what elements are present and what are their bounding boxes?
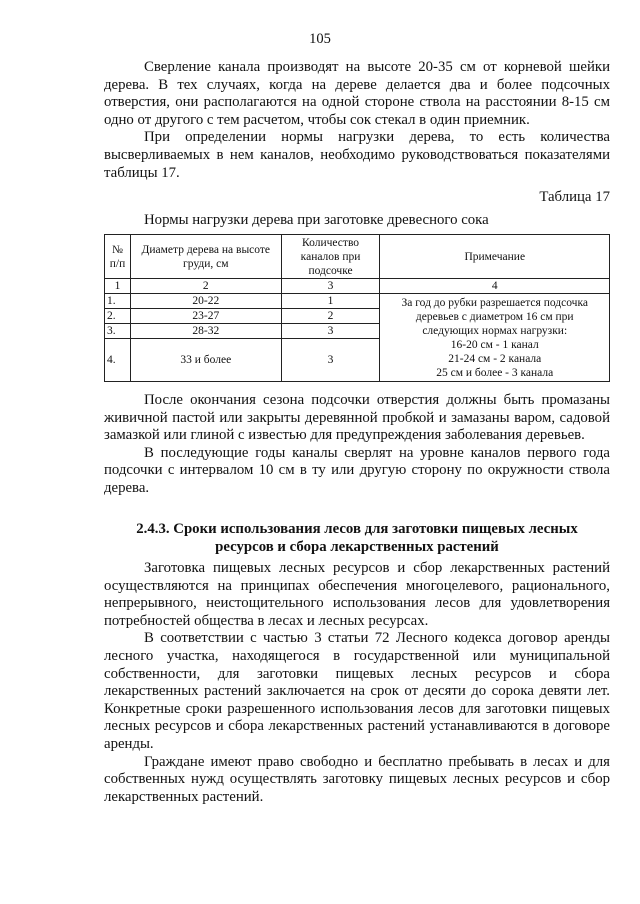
note-cell bbox=[380, 294, 610, 382]
paragraph-lease-terms: В соответствии с частью 3 статьи 72 Лесного кодекса договор аренды лесного участка, находящегося в государственной или муниципальной собственности, для заготовки пищевых лесных ресурсов и сбора лекарственных растений заключается на срок от десяти до сорока девяти лет. Конкретные сроки разрешенного использования лесов для заготовки пищевых лесных ресурсов и сбора лекарственных растений устанавливаются в договоре аренды. bbox=[104, 630, 610, 752]
table-cell: 3 bbox=[281, 279, 380, 294]
post-table-text bbox=[104, 392, 610, 498]
row-diameter: 28-32 bbox=[130, 324, 281, 339]
row-diameter: 20-22 bbox=[130, 294, 281, 309]
row-diameter: 23-27 bbox=[130, 309, 281, 324]
load-norms-table bbox=[104, 234, 610, 382]
table-cell: 2 bbox=[130, 279, 281, 294]
header-note: Примечание bbox=[380, 235, 610, 279]
paragraph-citizens-rights: Граждане имеют право свободно и бесплатно пребывать в лесах и для собственных нужд осуществлять заготовку пищевых лесных ресурсов и сбор лекарственных растений. bbox=[104, 753, 610, 805]
row-number: 3. bbox=[105, 324, 131, 339]
section-text bbox=[104, 560, 610, 806]
table-numbering-row bbox=[105, 279, 610, 294]
note-line: 25 см и более - 3 канала bbox=[436, 366, 554, 379]
section-heading-line: 2.4.3. Сроки использования лесов для заготовки пищевых лесных bbox=[136, 521, 578, 537]
note-line: 21-24 см - 2 канала bbox=[448, 352, 542, 365]
row-number: 1. bbox=[105, 294, 131, 309]
paragraph-drilling: Сверление канала производят на высоте 20-35 см от корневой шейки дерева. В тех случаях, когда на дереве делается два и более подсочных отверстия, они располагаются на одной стороне ствола на расстоянии 8-15 см одно от другого с тем расчетом, чтобы сок стекал в один приемник. bbox=[104, 59, 610, 128]
header-diameter: Диаметр дерева на высоте груди, см bbox=[130, 235, 281, 279]
row-number: 4. bbox=[105, 339, 131, 382]
row-diameter: 33 и более bbox=[130, 339, 281, 382]
intro-text bbox=[104, 59, 610, 182]
note-line: деревьев с диаметром 16 см при bbox=[415, 310, 574, 323]
paragraph-load-norms: При определении нормы нагрузки дерева, то есть количества высверливаемых в нем каналов, необходимо руководствоваться показателями таблицы 17. bbox=[104, 129, 610, 181]
table-row bbox=[105, 294, 610, 309]
row-number: 2. bbox=[105, 309, 131, 324]
paragraph-sealing: После окончания сезона подсочки отверстия должны быть промазаны живичной пастой или закрыты деревянной пробкой и замазаны варом, садовой замазкой или глиной с известью для предупреждения заболевания деревьев. bbox=[104, 392, 610, 444]
header-number: № п/п bbox=[105, 235, 131, 279]
table-cell: 4 bbox=[380, 279, 610, 294]
note-line: следующих нормах нагрузки: bbox=[422, 324, 568, 337]
row-channels: 1 bbox=[281, 294, 380, 309]
page-number: 105 bbox=[309, 31, 331, 47]
table-header-row bbox=[105, 235, 610, 279]
section-heading bbox=[104, 521, 610, 556]
table-cell: 1 bbox=[105, 279, 131, 294]
section-heading-line: ресурсов и сбора лекарственных растений bbox=[215, 538, 499, 555]
row-channels: 3 bbox=[281, 324, 380, 339]
row-channels: 3 bbox=[281, 339, 380, 382]
paragraph-following-years: В последующие годы каналы сверлят на уровне каналов первого года подсочки с интервалом 10 см в ту или другую сторону по окружности ствола дерева. bbox=[104, 444, 610, 496]
header-channels: Количество каналов при подсочке bbox=[281, 235, 380, 279]
table-title: Нормы нагрузки дерева при заготовке древесного сока bbox=[144, 212, 489, 228]
note-line: За год до рубки разрешается подсочка bbox=[401, 296, 588, 309]
note-line: 16-20 см - 1 канал bbox=[450, 338, 539, 351]
table-label: Таблица 17 bbox=[539, 189, 610, 205]
paragraph-principles: Заготовка пищевых лесных ресурсов и сбор лекарственных растений осуществляются на принципах обеспечения многоцелевого, рационального, непрерывного, неистощительного использования лесов для удовлетворения потребностей общества в лесах и лесных ресурсах. bbox=[104, 560, 610, 629]
row-channels: 2 bbox=[281, 309, 380, 324]
